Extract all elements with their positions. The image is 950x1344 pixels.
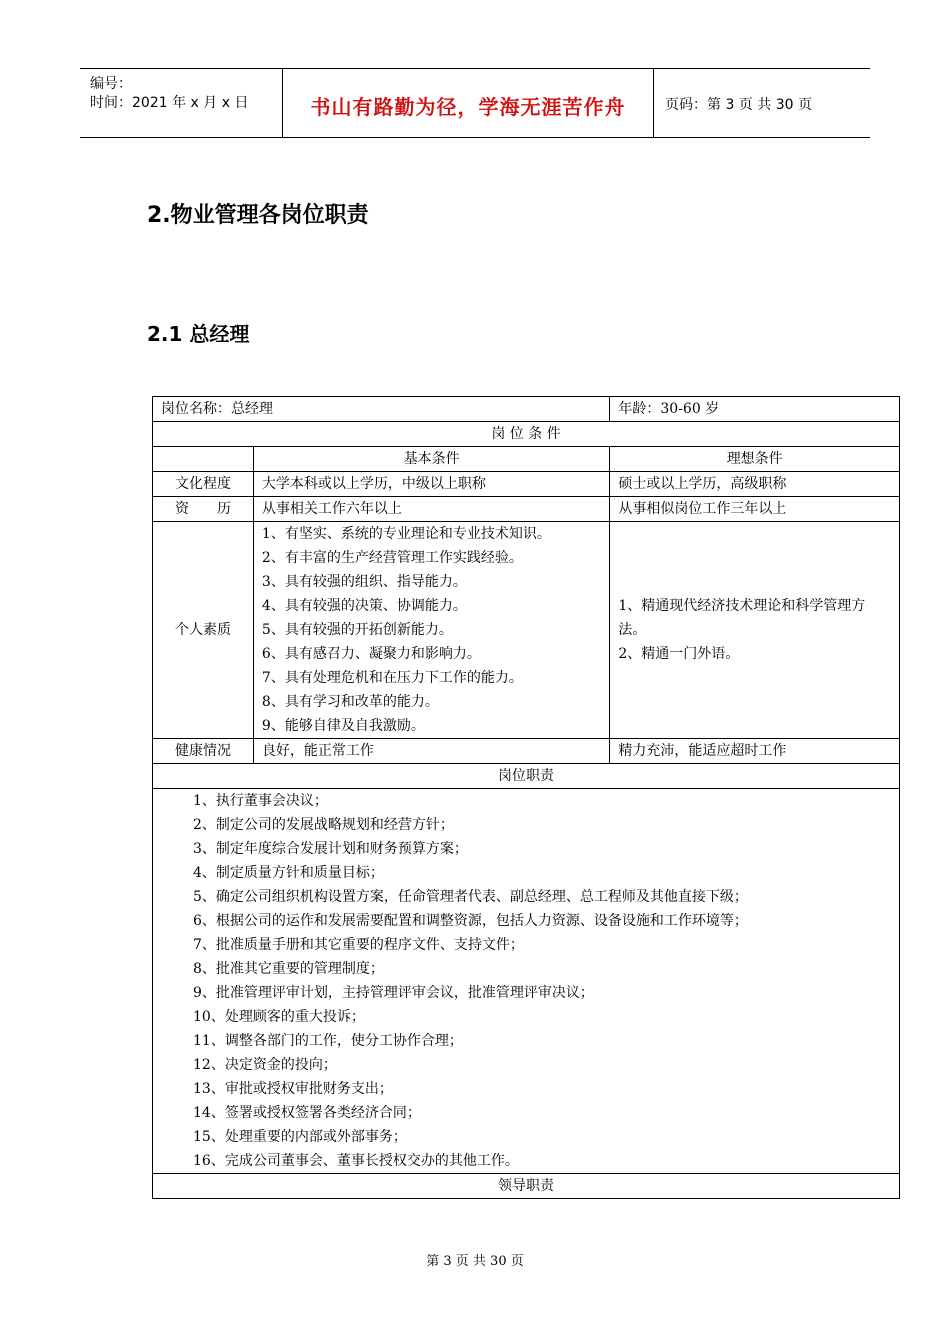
duties-list — [153, 789, 900, 1174]
list-item: 14、签署或授权签署各类经济合同； — [193, 1105, 421, 1121]
table-row — [153, 522, 900, 739]
list-item: 10、处理顾客的重大投诉； — [193, 1009, 365, 1025]
list-item: 8、批准其它重要的管理制度； — [193, 961, 384, 977]
list-item: 5、具有较强的开拓创新能力。 — [261, 622, 453, 638]
list-item: 12、决定资金的投向； — [193, 1057, 337, 1073]
subsection-title: 2.1 总经理 — [147, 322, 250, 346]
list-item: 1、执行董事会决议； — [193, 793, 328, 809]
list-item: 4、具有较强的决策、协调能力。 — [261, 598, 467, 614]
basic-header: 基本条件 — [253, 447, 609, 472]
list-item: 1、有坚实、系统的专业理论和专业技术知识。 — [261, 526, 551, 542]
row-label: 健康情况 — [153, 739, 254, 764]
job-spec-table — [152, 396, 900, 1199]
position-name: 岗位名称：总经理 — [153, 397, 610, 422]
basic-cell: 大学本科或以上学历，中级以上职称 — [253, 472, 609, 497]
list-item: 3、制定年度综合发展计划和财务预算方案； — [193, 841, 468, 857]
list-item: 13、审批或授权审批财务支出； — [193, 1081, 393, 1097]
list-item: 7、批准质量手册和其它重要的程序文件、支持文件； — [193, 937, 524, 953]
list-item: 2、制定公司的发展战略规划和经营方针； — [193, 817, 454, 833]
table-row — [153, 422, 900, 447]
list-item: 4、制定质量方针和质量目标； — [193, 865, 384, 881]
list-item: 2、精通一门外语。 — [618, 646, 740, 662]
table-row — [153, 764, 900, 789]
ideal-cell: 从事相似岗位工作三年以上 — [610, 497, 900, 522]
row-label: 个人素质 — [153, 522, 254, 739]
header-meta — [90, 75, 248, 113]
leadership-header: 领导职责 — [153, 1174, 900, 1199]
table-row — [153, 789, 900, 1174]
table-row — [153, 472, 900, 497]
header-page-label: 页码：第 3 页 共 30 页 — [665, 97, 812, 113]
list-item: 9、批准管理评审计划，主持管理评审会议，批准管理评审决议； — [193, 985, 594, 1001]
row-label: 文化程度 — [153, 472, 254, 497]
table-row — [153, 497, 900, 522]
header-divider — [653, 69, 654, 137]
header-motto: 书山有路勤为径，学海无涯苦作舟 — [310, 95, 626, 119]
table-row — [153, 1174, 900, 1199]
list-item: 3、具有较强的组织、指导能力。 — [261, 574, 467, 590]
ideal-header: 理想条件 — [610, 447, 900, 472]
quality-basic-cell — [253, 522, 609, 739]
list-item: 16、完成公司董事会、董事长授权交办的其他工作。 — [193, 1153, 519, 1169]
table-row — [153, 447, 900, 472]
basic-cell: 从事相关工作六年以上 — [253, 497, 609, 522]
table-row — [153, 739, 900, 764]
row-label: 资 历 — [153, 497, 254, 522]
empty-cell — [153, 447, 254, 472]
list-item: 9、能够自律及自我激励。 — [261, 718, 425, 734]
list-item: 1、精通现代经济技术理论和科学管理方法。 — [618, 598, 866, 638]
quality-ideal-cell — [610, 522, 900, 739]
age-requirement: 年龄：30-60 岁 — [610, 397, 900, 422]
time-label: 时间：2021 年 x 月 x 日 — [90, 95, 249, 111]
list-item: 11、调整各部门的工作，使分工协作合理； — [193, 1033, 463, 1049]
list-item: 15、处理重要的内部或外部事务； — [193, 1129, 407, 1145]
list-item: 6、根据公司的运作和发展需要配置和调整资源，包括人力资源、设备设施和工作环境等； — [193, 913, 748, 929]
code-label: 编号： — [90, 76, 132, 92]
list-item: 8、具有学习和改革的能力。 — [261, 694, 439, 710]
section-title: 2.物业管理各岗位职责 — [147, 203, 369, 228]
table-row — [153, 397, 900, 422]
list-item: 7、具有处理危机和在压力下工作的能力。 — [261, 670, 523, 686]
conditions-header: 岗 位 条 件 — [153, 422, 900, 447]
basic-cell: 良好，能正常工作 — [253, 739, 609, 764]
ideal-cell: 精力充沛，能适应超时工作 — [610, 739, 900, 764]
list-item: 5、确定公司组织机构设置方案，任命管理者代表、副总经理、总工程师及其他直接下级； — [193, 889, 748, 905]
list-item: 2、有丰富的生产经营管理工作实践经验。 — [261, 550, 523, 566]
ideal-cell: 硕士或以上学历，高级职称 — [610, 472, 900, 497]
list-item: 6、具有感召力、凝聚力和影响力。 — [261, 646, 481, 662]
page-header — [80, 68, 870, 138]
duties-header: 岗位职责 — [153, 764, 900, 789]
page-footer: 第 3 页 共 30 页 — [426, 1254, 524, 1269]
